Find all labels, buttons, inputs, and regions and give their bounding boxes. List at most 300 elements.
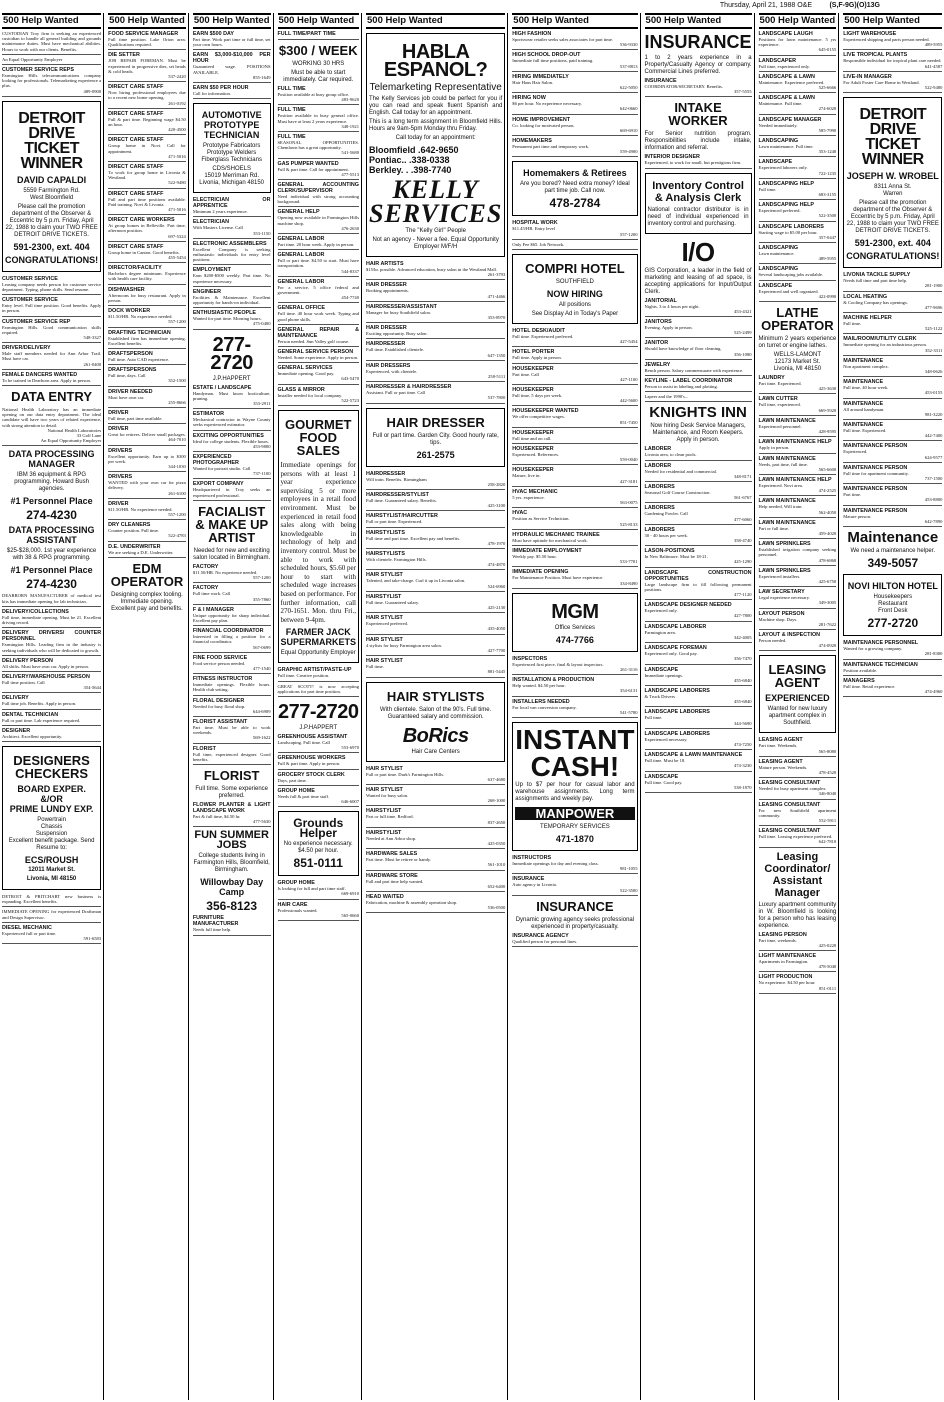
ad-phone: 522-3500 bbox=[818, 213, 837, 219]
ad-text: Needed immediately. bbox=[758, 122, 798, 128]
ticket-winner-ad bbox=[2, 101, 101, 272]
ad-text: Leasing company needs person for customer service department. Typing, phone skills. Send resume. bbox=[2, 281, 102, 293]
classified-ad bbox=[366, 851, 505, 870]
ad-text: Hair Haus Hair Salon. bbox=[512, 79, 554, 85]
ad-phone: 644-6909 bbox=[252, 708, 271, 714]
ad-heading: FLORIST bbox=[192, 745, 216, 752]
ad-heading: FINE FOOD SERVICE bbox=[192, 654, 248, 661]
io-headline: I/O bbox=[681, 236, 715, 267]
ad-phone: 427-3181 bbox=[619, 478, 638, 484]
classified-ad bbox=[366, 572, 505, 591]
ad-text: Full time. Auto CAD experience. bbox=[108, 356, 170, 362]
classified-ad bbox=[645, 394, 752, 402]
classified-ad bbox=[843, 74, 942, 93]
classified-ad bbox=[759, 396, 837, 415]
leasing-sub: EXPERIENCED bbox=[765, 693, 830, 704]
classified-ad bbox=[645, 774, 752, 793]
column-heading: 500 Help Wanted bbox=[512, 13, 637, 29]
classified-ad bbox=[2, 345, 101, 370]
ad-heading: HOME IMPROVEMENT bbox=[512, 116, 571, 123]
ad-heading: LANDSCAPE bbox=[758, 159, 793, 166]
classified-ad bbox=[366, 658, 505, 677]
ad-text: Excellent opportunity. Earn up to $300 per week. bbox=[108, 453, 186, 464]
classified-ad bbox=[108, 367, 186, 386]
classified-ad bbox=[278, 86, 360, 105]
classified-ad bbox=[193, 197, 271, 217]
ad-heading: LANDSCAPE MANAGER bbox=[758, 116, 822, 123]
classified-ad bbox=[193, 411, 271, 430]
winner-headline: DETROIT DRIVE TICKET WINNER bbox=[18, 109, 85, 172]
ad-text: Experienced. Novi area. bbox=[758, 482, 803, 488]
classified-ad bbox=[366, 304, 505, 323]
classified-ad bbox=[108, 265, 186, 284]
ad-heading: DRIVER bbox=[108, 426, 129, 433]
ad-heading: INSPECTORS bbox=[512, 655, 548, 662]
ad-phone: 422-0990 bbox=[818, 293, 837, 299]
ad-list bbox=[512, 656, 637, 718]
ad-text: Immediate openings. bbox=[644, 672, 684, 678]
classified-ad bbox=[366, 492, 505, 511]
ad-phone: 557-1200 bbox=[168, 511, 186, 517]
classified-ad bbox=[278, 734, 360, 753]
classified-ad bbox=[366, 873, 505, 892]
ad-heading: HEAD WAITED bbox=[366, 893, 404, 900]
ad-heading: DRIVER/DELIVERY bbox=[2, 345, 51, 352]
ad-heading: FEMALE DANCERS WANTED bbox=[2, 371, 78, 378]
ad-phone: 522-9480 bbox=[168, 180, 186, 186]
ad-text: Needed for busy floral shop. bbox=[192, 703, 246, 709]
classified-ad bbox=[512, 876, 637, 895]
ad-phone: 261-6100 bbox=[168, 490, 186, 496]
ad-heading: DIRECT CARE WORKERS bbox=[108, 217, 175, 224]
ad-heading: DIRECT CARE STAFF bbox=[108, 84, 164, 91]
hair-dresser-text: Full or part time. Garden City. Good hourly rate, tips. bbox=[372, 432, 499, 446]
ad-phone: 525-2499 bbox=[733, 330, 752, 336]
classified-ad bbox=[759, 477, 837, 496]
ad-text: Group home in Novi. Call for appointment. bbox=[108, 143, 186, 154]
io-text: GIS Corporation, a leader in the field of marketing and leasing of ad space, is accepting applications for Input/Output Clerk. bbox=[644, 267, 752, 295]
ad-text: Interested in filling a position for a financial coordinator. bbox=[192, 634, 271, 645]
ad-phone: 471-5016 bbox=[168, 153, 186, 159]
automotive-ad bbox=[193, 103, 271, 193]
ad-text: Full time. Leasing experience preferred. bbox=[758, 834, 833, 840]
ad-text: Immediate opening for an industrious person. bbox=[843, 342, 927, 348]
classified-ad bbox=[193, 607, 271, 626]
ad-heading: HAIRDRESSER bbox=[366, 341, 406, 348]
lathe-text: Minimum 2 years experience on turret or engine lathes. bbox=[758, 336, 837, 350]
ad-phone: 646-6007 bbox=[341, 799, 359, 804]
classified-ad bbox=[512, 74, 637, 93]
ad-heading: FULL TIME bbox=[277, 86, 306, 92]
happert-phone: 277-2720 bbox=[210, 333, 253, 374]
classified-ad bbox=[759, 159, 837, 178]
office-list: Bloomfield .642-9650 Pontiac.. .338-0338 Berkley. . .398-7740 bbox=[369, 145, 459, 175]
classified-ad bbox=[366, 830, 505, 849]
classified-ad bbox=[2, 712, 101, 726]
classified-ad bbox=[645, 548, 752, 567]
ticket-winner-ad bbox=[843, 97, 942, 268]
classified-ad bbox=[366, 766, 505, 785]
classified-ad bbox=[108, 191, 186, 216]
ad-list bbox=[645, 154, 752, 168]
ad-heading: HOMEMAKERS bbox=[512, 138, 552, 145]
ad-phone: 489-0900 bbox=[83, 88, 102, 94]
classified-ad bbox=[512, 489, 637, 508]
ad-text: Full time. bbox=[843, 321, 862, 327]
ad-phone: 489-5955 bbox=[818, 256, 837, 262]
designers-headline: DESIGNERS CHECKERS bbox=[13, 752, 90, 781]
maintenance-headline: Maintenance bbox=[847, 529, 939, 547]
ad-heading: HAIRSTYLIST/HAIRCUTTER bbox=[366, 513, 438, 520]
column-1 bbox=[2, 13, 104, 1400]
farmer-jack: FARMER JACK SUPERMARKETS bbox=[280, 627, 357, 648]
edm-text: Designing complex tooling. Immediate opening. Excellent pay and benefits. bbox=[111, 591, 183, 612]
ad-phone: 353-1240 bbox=[818, 149, 837, 155]
winner-instructions: Please call the promotion department of the Observer & Eccentric by 5 p.m. Friday, April 22, 1988 to claim your TWO FREE DETROIT DRIVE TICKETS. bbox=[5, 203, 98, 238]
ad-text: No experience. $4.50 per hour. bbox=[758, 980, 816, 986]
classified-ad bbox=[843, 315, 942, 334]
grounds-phone: 851-0111 bbox=[293, 856, 343, 871]
classified-ad bbox=[108, 474, 186, 499]
ad-text: Full time. Retail experience. bbox=[843, 683, 896, 689]
ad-phone: 435-4050 bbox=[487, 626, 506, 632]
homemakers-phone: 478-2784 bbox=[549, 196, 601, 211]
ad-list bbox=[2, 593, 101, 741]
ad-phone: 255-8666 bbox=[168, 399, 186, 405]
classified-ad bbox=[2, 609, 101, 628]
ad-heading: LANDSCAPING HELP bbox=[758, 202, 814, 209]
borics-sub: Hair Care Centers bbox=[411, 748, 460, 755]
ad-text: Part time. Call bbox=[512, 371, 539, 377]
classified-ad bbox=[193, 52, 271, 83]
ad-heading: HAIR DRESSER bbox=[366, 325, 407, 332]
ad-text: Experienced shipping and parts person needed. bbox=[843, 37, 930, 42]
inventory-ad bbox=[645, 173, 752, 234]
ad-heading: GENERAL ACCOUNTING CLERK/SUPERVISOR bbox=[277, 182, 359, 195]
ad-phone: 474-0920 bbox=[818, 643, 837, 649]
ad-phone: 557-1200 bbox=[619, 231, 638, 237]
ad-heading: DIRECTOR/FACILITY bbox=[108, 265, 162, 272]
classified-ad bbox=[843, 294, 942, 313]
ad-phone: 471-5016 bbox=[168, 207, 186, 213]
ad-text: Full time, immediate opening. Must be 21. Excellent driving record. bbox=[2, 614, 102, 626]
ad-list bbox=[843, 640, 942, 697]
ad-text: Apply in person. bbox=[758, 445, 790, 451]
classified-ad bbox=[759, 58, 837, 72]
winner-name: DAVID CAPALDI bbox=[16, 174, 87, 185]
ad-list bbox=[278, 667, 360, 697]
classified-ad bbox=[645, 340, 752, 359]
lathe-headline: LATHE OPERATOR bbox=[761, 305, 834, 334]
ad-text: Lawn maintenance. bbox=[758, 251, 795, 257]
ad-text: Experienced full or part time. bbox=[2, 930, 57, 936]
classified-ad bbox=[108, 52, 186, 82]
classified-ad bbox=[645, 319, 752, 338]
ad-phone: 357-0447 bbox=[818, 234, 837, 240]
classified-ad bbox=[843, 486, 942, 505]
ad-phone: 669-5920 bbox=[818, 407, 837, 413]
classified-ad bbox=[193, 31, 271, 50]
ad-text: Experienced, with clientele. bbox=[366, 368, 418, 374]
ad-phone: 427-7700 bbox=[487, 647, 506, 653]
ad-phone: 669-6910 bbox=[619, 127, 638, 133]
classified-ad bbox=[759, 611, 837, 630]
classified-ad bbox=[843, 401, 942, 420]
ad-list bbox=[759, 737, 837, 847]
column-5 bbox=[366, 13, 508, 1400]
column-heading: 500 Help Wanted bbox=[278, 13, 360, 29]
classified-ad bbox=[759, 759, 837, 778]
ad-text: Immediate openings for day and evening class. bbox=[512, 860, 599, 866]
maintenance-phone: 349-5057 bbox=[867, 556, 919, 571]
ad-text: Needed for residential and commercial. bbox=[644, 468, 718, 474]
ad-text: Full time for apartment community. bbox=[843, 470, 909, 476]
ad-text: & Cooling Company has openings. bbox=[843, 299, 908, 305]
ad-text: Full time. Apply in person. bbox=[512, 355, 562, 361]
ad-heading: HOTEL PORTER bbox=[512, 349, 555, 356]
ad-phone: 683-3155 bbox=[818, 192, 837, 198]
column-8 bbox=[759, 13, 840, 1400]
ad-heading: LEASING PERSON bbox=[758, 931, 807, 938]
ad-text: Established irrigation company seeking personnel. bbox=[758, 547, 837, 558]
ad-text: Farmington Hills telecommunications company looking for professionals. Telemarketing experience a plus. bbox=[2, 73, 102, 89]
ad-phone: 538-1870 bbox=[733, 784, 752, 790]
ad-text: Experienced preferred. bbox=[758, 208, 801, 214]
ad-phone: 565-6600 bbox=[818, 466, 837, 472]
ad-text: Weekly pay. $5.50 hour. bbox=[512, 553, 557, 559]
ad-phone: 346-8040 bbox=[818, 791, 837, 797]
ad-text: We offer competitive wages. bbox=[512, 414, 565, 420]
ad-phone: 697-5324 bbox=[168, 233, 186, 239]
ad-text: Bench person. Salary commensurate with experience. bbox=[644, 367, 744, 373]
ad-text: Immediate opening. Good pay. bbox=[277, 371, 335, 377]
classified-ad bbox=[645, 154, 752, 168]
ad-heading: KEYLINE - LABEL COORDINATOR bbox=[644, 378, 733, 385]
column-heading: 500 Help Wanted bbox=[645, 13, 752, 29]
ad-phone: 356-7470 bbox=[733, 656, 752, 662]
classified-ad bbox=[512, 117, 637, 136]
data-entry-ad: National Health Laboratory has an immediate opening on our data entry department. The ideal candidate will have two years of related experience, with strong attention to detail. National Health Laboratories 33 Golf Lane An Equal Opportunity Employer bbox=[2, 407, 101, 446]
hilton-list: Housekeepers Restaurant Front Desk bbox=[873, 594, 913, 615]
classified-ad bbox=[366, 325, 505, 339]
ad-phone: 522-5723 bbox=[341, 397, 359, 403]
maintenance-text: We need a maintenance helper. bbox=[850, 548, 936, 555]
classified-ad bbox=[759, 520, 837, 539]
column-7 bbox=[645, 13, 755, 1400]
ad-text: Auto agency in Livonia. bbox=[512, 882, 557, 888]
ad-text: Full and part time positions available. Paid training. Novi & Livonia. bbox=[108, 196, 186, 207]
ad-text: Will train. Benefits. Birmingham bbox=[366, 476, 427, 482]
classified-ad bbox=[843, 443, 942, 462]
ad-heading: HOUSEKEEPER bbox=[512, 387, 554, 394]
habla-headline: HABLA ESPANOL? bbox=[383, 41, 488, 81]
ad-heading: HIRING IMMEDIATELY bbox=[512, 73, 569, 80]
tele-headline: Telemarketing Representative bbox=[369, 82, 502, 93]
ad-text: Full and part time help wanted. bbox=[366, 878, 424, 884]
ad-heading: MAINTENANCE PERSON bbox=[843, 507, 908, 514]
ad-heading: LAWN SPRINKLERS bbox=[758, 541, 811, 548]
ad-heading: MAINTENANCE PERSONNEL bbox=[843, 640, 919, 647]
ad-heading: HAIR ARTISTS bbox=[366, 261, 404, 267]
classified-ad bbox=[759, 245, 837, 264]
ad-text: Full time position. Lake Orion area. Qualifications required. bbox=[108, 37, 186, 48]
classified-ad bbox=[645, 505, 752, 524]
ad-text: Full & part time. Apply in person. bbox=[277, 761, 341, 767]
classified-ad bbox=[759, 181, 837, 200]
dp-manager-text: IBM 36 equipment & RPG programming. Howard Bush agencies. bbox=[14, 472, 89, 493]
ad-list bbox=[645, 298, 752, 403]
ad-phone: 537-8813 bbox=[619, 63, 638, 69]
ad-heading: ENTHUSIASTIC PEOPLE bbox=[192, 310, 257, 317]
ad-text: Part time. Must be retiree or handy. bbox=[366, 857, 432, 863]
ad-phone: 478-4520 bbox=[818, 769, 837, 775]
classified-ad bbox=[512, 548, 637, 567]
ad-phone: 477-1540 bbox=[252, 665, 271, 671]
ad-phone: 425-2130 bbox=[487, 605, 506, 611]
ad-phone: 652-6400 bbox=[487, 883, 506, 889]
classified-ad bbox=[193, 433, 271, 452]
ad-heading: HOSPITAL WORK bbox=[512, 220, 558, 227]
ad-heading: INTERIOR DESIGNER bbox=[644, 154, 700, 161]
classified-ad bbox=[759, 541, 837, 566]
leasing-text: Wanted for new luxury apartment complex in Southfield. bbox=[767, 706, 828, 727]
ad-phone: 427-5454 bbox=[619, 339, 638, 345]
ad-heading: LAWN SPRINKLERS bbox=[758, 567, 811, 574]
ad-text: WANTED with your own car for pizza delivery. bbox=[108, 480, 186, 491]
ad-text: GREAT SCOTT! is now accepting applications for part time position. bbox=[277, 683, 359, 694]
ad-text: Great for retirees. Deliver small packages. bbox=[108, 432, 186, 438]
classified-ad bbox=[759, 418, 837, 437]
winner-congrats: CONGRATULATIONS! bbox=[846, 251, 940, 262]
classified-ad bbox=[278, 880, 360, 899]
ad-phone: 536-9330 bbox=[619, 42, 638, 48]
ad-text: To be trained in Dearborn area. Apply in person. bbox=[2, 377, 91, 383]
ad-heading: LANDSCAPING HELP bbox=[758, 180, 814, 187]
dp-assistant-text: $25-$28,000. 1st year experience with 38 & RPG programming. bbox=[6, 548, 97, 562]
classified-ad bbox=[2, 31, 101, 55]
classified-ad bbox=[366, 615, 505, 634]
ad-heading: GENERAL LABOR bbox=[277, 236, 325, 243]
classified-ad bbox=[512, 446, 637, 465]
classified-ad bbox=[108, 389, 186, 408]
ad-phone: 622-5050 bbox=[619, 85, 638, 91]
ad-text: Full time. bbox=[644, 715, 663, 721]
ad-heading: LIGHT MAINTENANCE bbox=[758, 953, 817, 959]
classified-ad bbox=[108, 351, 186, 365]
classified-ad bbox=[645, 527, 752, 546]
ad-text: $11.50/HR. No experience needed. bbox=[192, 569, 258, 575]
classified-ad bbox=[759, 31, 837, 56]
ad-phone: 475-0400 bbox=[252, 321, 271, 327]
classified-ad bbox=[759, 953, 837, 972]
ad-heading: HOUSEKEEPER bbox=[512, 365, 554, 372]
ad-heading: JEWELRY bbox=[644, 361, 671, 368]
classified-ad bbox=[512, 138, 637, 157]
ad-heading: LABORERS bbox=[644, 484, 675, 491]
classified-ad bbox=[2, 593, 101, 606]
classified-ad bbox=[759, 974, 837, 993]
ad-phone: 357-5555 bbox=[733, 89, 752, 95]
classified-ad bbox=[2, 319, 101, 344]
ad-text: Part time. Work part time or full time, set your own hours. bbox=[192, 37, 271, 48]
classified-ad bbox=[366, 594, 505, 613]
ad-text: Position available. bbox=[843, 667, 878, 673]
ad-heading: EXPORT COMPANY bbox=[192, 481, 244, 488]
classified-ad bbox=[759, 932, 837, 951]
folio-date: Thursday, April 21, 1988 O&E bbox=[719, 2, 812, 9]
ad-text: Experienced, to work for small, but prestigious firm. bbox=[644, 160, 742, 166]
automotive-list: Prototype Fabricators Prototype Welders Fiberglass Technicians bbox=[201, 143, 262, 164]
ad-phone: 425-3630 bbox=[818, 386, 837, 392]
ad-text: Assistant. Full or part time. Call bbox=[366, 390, 426, 396]
column-9 bbox=[843, 13, 944, 1400]
ad-heading: LANDSCAPE LABORERS bbox=[758, 223, 824, 230]
dp-assistant-headline: DATA PROCESSING ASSISTANT bbox=[8, 525, 95, 546]
hair-dresser-ad bbox=[366, 408, 505, 467]
ad-text: Only Fee $65. Job Network. bbox=[512, 241, 565, 247]
happert-phone: 277-2720 bbox=[277, 700, 359, 723]
classified-ad bbox=[843, 678, 942, 697]
ad-heading: GROUP HOME bbox=[277, 880, 315, 887]
classified-ad bbox=[108, 84, 186, 109]
tele-text-2: This is a long term assignment in Bloomfield Hills. Hours are 9am-5pm Monday thru Friday. bbox=[369, 119, 503, 132]
classified-ad bbox=[278, 279, 360, 304]
ad-text: Handyman. Must know horticulture, pruning. bbox=[192, 390, 271, 401]
ad-phone: 261-3116 bbox=[620, 666, 638, 672]
ad-phone: 669-6910 bbox=[341, 891, 359, 897]
classified-ad bbox=[759, 737, 837, 756]
classified-ad bbox=[193, 385, 271, 410]
ad-text: Full time. Creative position. bbox=[277, 673, 330, 679]
ad-phone: 981-1055 bbox=[619, 866, 638, 872]
grounds-headline: Grounds Helper bbox=[293, 816, 344, 841]
ad-text: Position available in busy general office. Must have at least 2 years experience. bbox=[277, 113, 359, 124]
ad-text: With Masters License. Call bbox=[192, 225, 243, 231]
willowbay-name: Willowbay Day Camp bbox=[200, 877, 264, 898]
ad-phone: 476-2630 bbox=[341, 225, 359, 231]
winner-congrats: CONGRATULATIONS! bbox=[5, 254, 99, 265]
classified-ad bbox=[366, 363, 505, 382]
ad-phone: 478-5040 bbox=[818, 964, 837, 970]
ad-heading: LAWN CUTTER bbox=[758, 396, 798, 403]
ad-heading: LABORERS bbox=[644, 526, 675, 533]
classified-ad bbox=[366, 551, 505, 570]
ad-phone: 425-0350 bbox=[487, 840, 506, 846]
ad-phone: 643-5470 bbox=[341, 376, 359, 382]
ad-text: JOB REPAIR FOREMAN. Must be experienced in progressive dies, set heads & cold heads. bbox=[108, 58, 186, 74]
ad-text: Fabrication, machine & assembly operation shop. bbox=[366, 899, 458, 905]
ad-text: Needed. Some experience. Apply in person. bbox=[277, 355, 359, 361]
classified-ad bbox=[2, 695, 101, 709]
ad-heading: MAINTENANCE bbox=[843, 400, 884, 407]
classified-ad bbox=[512, 349, 637, 363]
ad-phone: 522-3500 bbox=[619, 887, 638, 893]
ad-list bbox=[193, 197, 271, 329]
ad-heading: HARDWARE SALES bbox=[366, 851, 418, 858]
ad-phone: 261-3793 bbox=[487, 272, 506, 278]
ad-text: Legal experience necessary. bbox=[758, 595, 810, 601]
classified-ad bbox=[108, 287, 186, 306]
ad-phone: 453-8800 bbox=[924, 497, 943, 503]
classified-ad bbox=[645, 463, 752, 482]
ad-text: Part time. Weekends. bbox=[758, 743, 798, 749]
ad-heading: LANDSCAPE bbox=[644, 773, 679, 780]
ad-list bbox=[193, 802, 271, 827]
classified-ad bbox=[512, 677, 637, 696]
ad-text: Mature person. Weekends. bbox=[758, 764, 808, 770]
ad-text: Needs full time and part time help. bbox=[843, 278, 908, 284]
ad-text: For a service, 5 office federal and government. bbox=[277, 284, 359, 296]
